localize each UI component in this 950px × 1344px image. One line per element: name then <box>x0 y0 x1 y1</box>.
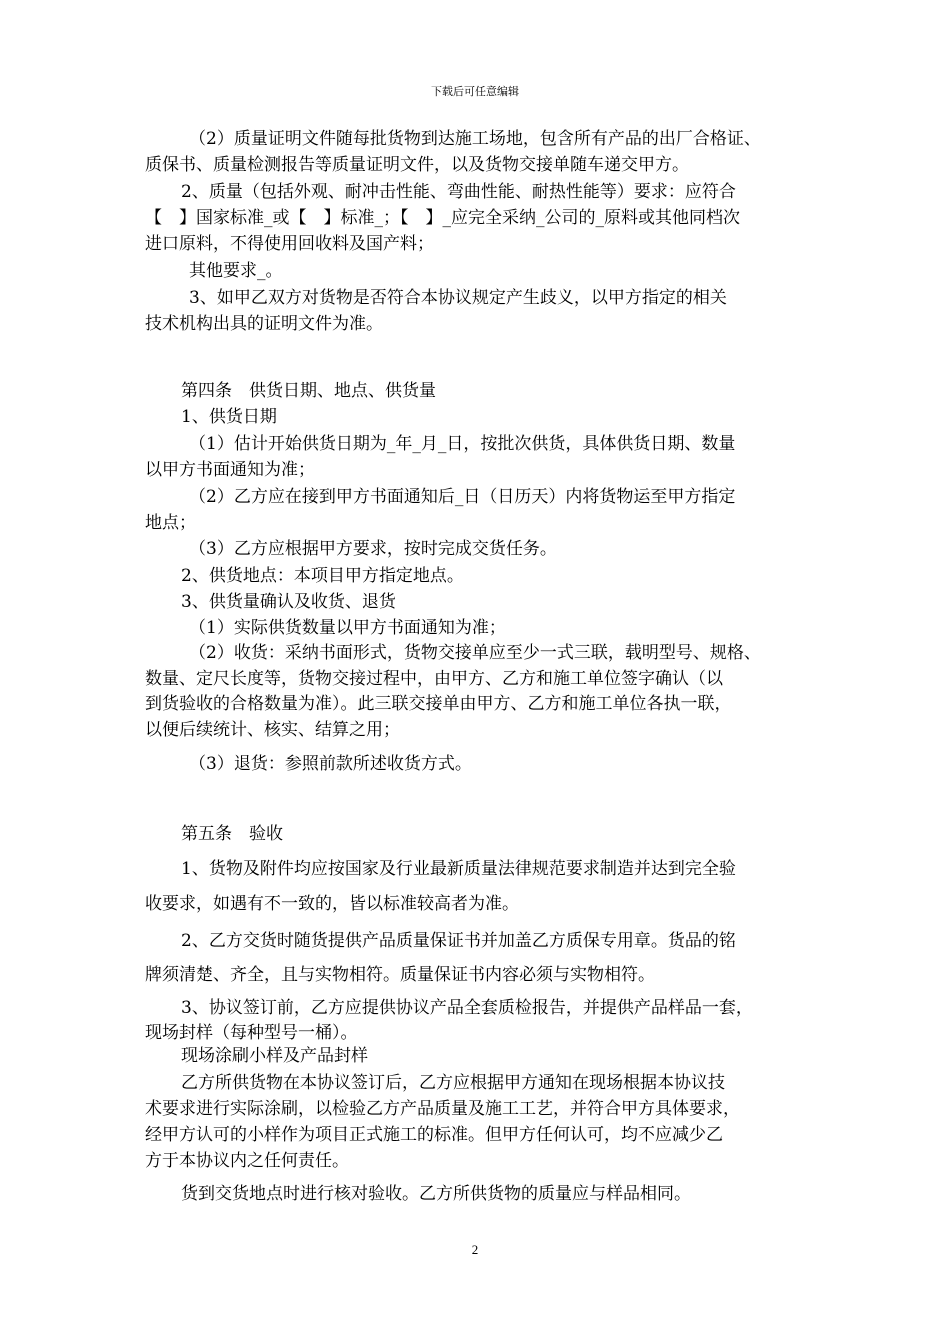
text-line: 到货验收的合格数量为准）。此三联交接单由甲方、乙方和施工单位各执一联， <box>145 694 732 714</box>
text-line: （2）乙方应在接到甲方书面通知后_日（日历天）内将货物运至甲方指定 <box>189 487 736 507</box>
section-heading: 第五条 验收 <box>181 824 283 844</box>
text-line: （3）乙方应根据甲方要求，按时完成交货任务。 <box>189 539 557 559</box>
text-line: 3、如甲乙双方对货物是否符合本协议规定产生歧义，以甲方指定的相关 <box>189 288 727 308</box>
text-line: 3、协议签订前，乙方应提供协议产品全套质检报告，并提供产品样品一套， <box>181 998 753 1018</box>
text-line: 1、供货日期 <box>181 407 277 427</box>
page-number: 2 <box>471 1242 479 1257</box>
text-line: 收要求，如遇有不一致的，皆以标准较高者为准。 <box>145 894 519 914</box>
text-line: （3）退货：参照前款所述收货方式。 <box>189 754 472 774</box>
text-line: （2）收货：采纳书面形式，货物交接单应至少一式三联，载明型号、规格、 <box>189 643 761 663</box>
text-line: 1、货物及附件均应按国家及行业最新质量法律规范要求制造并达到完全验 <box>181 859 736 879</box>
text-line: 质保书、质量检测报告等质量证明文件，以及货物交接单随车递交甲方。 <box>145 155 689 175</box>
text-line: 其他要求_。 <box>189 261 283 281</box>
text-line: 数量、定尺长度等，货物交接过程中，由甲方、乙方和施工单位签字确认（以 <box>145 669 723 689</box>
text-line: 2、供货地点：本项目甲方指定地点。 <box>181 566 464 586</box>
text-line: （1）估计开始供货日期为_年_月_日，按批次供货，具体供货日期、数量 <box>189 434 736 454</box>
text-line: （2）质量证明文件随每批货物到达施工场地，包含所有产品的出厂合格证、 <box>189 129 761 149</box>
section-heading: 第四条 供货日期、地点、供货量 <box>181 381 436 401</box>
text-line: 3、供货量确认及收货、退货 <box>181 592 396 612</box>
page-header: 下载后可任意编辑 <box>431 85 519 98</box>
text-line: 经甲方认可的小样作为项目正式施工的标准。但甲方任何认可，均不应减少乙 <box>145 1125 723 1145</box>
text-line: 货到交货地点时进行核对验收。乙方所供货物的质量应与样品相同。 <box>181 1184 691 1204</box>
text-line: 术要求进行实际涂刷，以检验乙方产品质量及施工工艺，并符合甲方具体要求， <box>145 1099 740 1119</box>
text-line: 牌须清楚、齐全，且与实物相符。质量保证书内容必须与实物相符。 <box>145 965 655 985</box>
text-line: 以甲方书面通知为准； <box>145 460 315 480</box>
text-line: 2、乙方交货时随货提供产品质量保证书并加盖乙方质保专用章。货品的铭 <box>181 931 736 951</box>
text-line: 技术机构出具的证明文件为准。 <box>145 314 383 334</box>
text-line: 以便后续统计、核实、结算之用； <box>145 720 400 740</box>
text-line: 现场封样（每种型号一桶）。 <box>145 1023 358 1043</box>
text-line: 地点； <box>145 513 196 533</box>
text-line: 2、质量（包括外观、耐冲击性能、弯曲性能、耐热性能等）要求：应符合 <box>181 182 736 202</box>
text-line: 方于本协议内之任何责任。 <box>145 1151 349 1171</box>
text-line: 进口原料，不得使用回收料及国产料； <box>145 234 434 254</box>
text-line: （1）实际供货数量以甲方书面通知为准； <box>189 618 506 638</box>
text-line: 现场涂刷小样及产品封样 <box>181 1046 368 1066</box>
text-line: 【 】国家标准_或【 】标准_；【 】_应完全采纳_公司的_原料或其他同档次 <box>145 208 740 228</box>
text-line: 乙方所供货物在本协议签订后，乙方应根据甲方通知在现场根据本协议技 <box>181 1073 725 1093</box>
